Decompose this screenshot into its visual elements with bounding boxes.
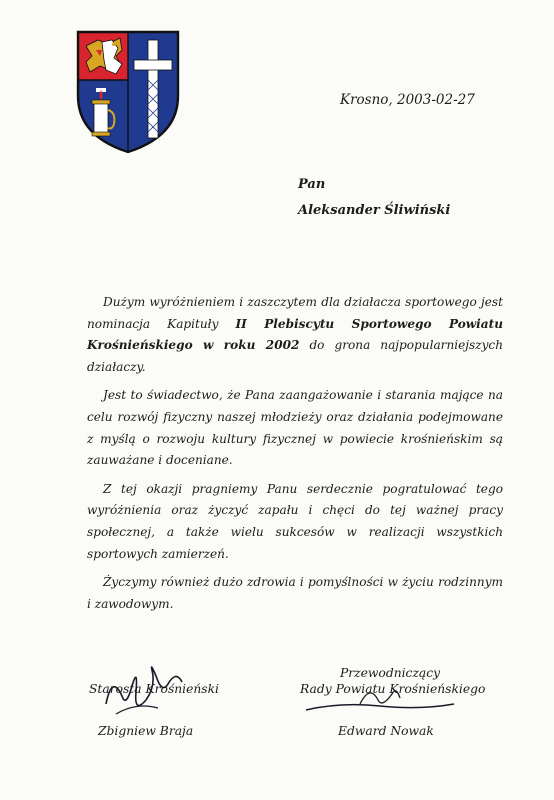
recipient-block (298, 172, 450, 224)
left-signatory-title: Starosta Krośnieński (89, 682, 219, 696)
right-signatory-title-line2: Rady Powiatu Krośnieńskiego (300, 682, 486, 696)
paragraph-1-text-a: Dużym wyróżnieniem i zaszczytem dla działacza sportowego jest nominacja Kapituły (87, 295, 503, 331)
paragraph-2: Jest to świadectwo, że Pana zaangażowanie i starania mające na celu rozwój fizyczny naszej młodzieży oraz działania podejmowane z myślą o rozwoju kultury fizycznej w powiecie krośnieńskim są zauważane i doceniane. (87, 388, 503, 468)
letter-date: Krosno, 2003-02-27 (340, 92, 475, 108)
right-signatory-name: Edward Nowak (338, 724, 434, 738)
paragraph-1-text-b: do grona najpopularniejszych działaczy. (87, 338, 503, 374)
paragraph-1 (87, 292, 503, 378)
right-signatory-title-line1: Przewodniczący (340, 666, 441, 680)
recipient-salutation: Pan (298, 177, 326, 192)
coat-of-arms-icon (76, 30, 180, 154)
paragraph-1-bold: II Plebiscytu Sportowego Powiatu Krośnieńskiego w roku 2002 (87, 316, 503, 353)
recipient-name: Aleksander Śliwiński (298, 203, 451, 218)
left-signatory-name: Zbigniew Braja (98, 724, 194, 738)
paragraph-3: Z tej okazji pragniemy Panu serdecznie pogratulować tego wyróżnienia oraz życzyć zapału i chęci do tej ważnej pracy społecznej, a także wielu sukcesów w realizacji wszystkich sportowych zamierzeń. (87, 481, 503, 561)
paragraph-4: Życzymy również dużo zdrowia i pomyślności w życiu rodzinnym i zawodowym. (87, 575, 503, 611)
letter-body (87, 292, 503, 622)
